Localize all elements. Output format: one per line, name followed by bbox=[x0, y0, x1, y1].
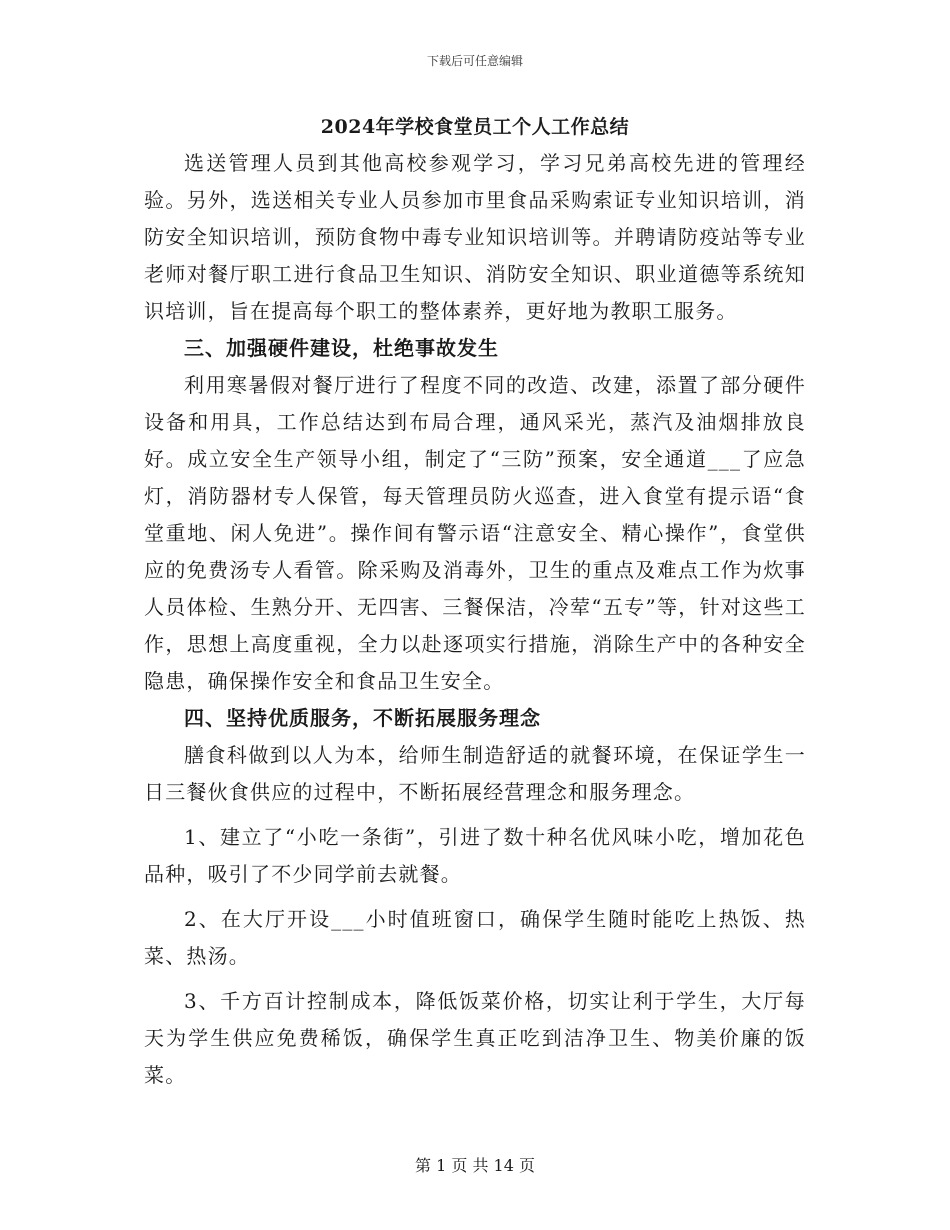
list-item: 2、在大厅开设___小时值班窗口，确保学生随时能吃上热饭、热菜、热汤。 bbox=[144, 907, 806, 968]
section-heading: 三、加强硬件建设，杜绝事故发生 bbox=[184, 336, 499, 360]
section-heading: 四、坚持优质服务，不断拓展服务理念 bbox=[184, 706, 541, 730]
body-paragraph: 膳食科做到以人为本，给师生制造舒适的就餐环境，在保证学生一日三餐伙食供应的过程中，不断拓展经营理念和服务理念。 bbox=[144, 743, 806, 804]
document-body bbox=[144, 145, 806, 1094]
page-number: 第 1 页 共 14 页 bbox=[415, 1156, 535, 1175]
list-item: 3、千方百计控制成本，降低饭菜价格，切实让利于学生，大厅每天为学生供应免费稀饭，确保学生真正吃到洁净卫生、物美价廉的饭菜。 bbox=[144, 989, 806, 1087]
document-title: 2024年学校食堂员工个人工作总结 bbox=[320, 116, 630, 138]
body-paragraph: 选送管理人员到其他高校参观学习，学习兄弟高校先进的管理经验。另外，选送相关专业人员参加市里食品采购索证专业知识培训，消防安全知识培训，预防食物中毒专业知识培训等。并聘请防疫站等专业老师对餐厅职工进行食品卫生知识、消防安全知识、职业道德等系统知识培训，旨在提高每个职工的整体素养，更好地为教职工服务。 bbox=[144, 151, 806, 323]
body-paragraph: 利用寒暑假对餐厅进行了程度不同的改造、改建，添置了部分硬件设备和用具，工作总结达到布局合理，通风采光，蒸汽及油烟排放良好。成立安全生产领导小组，制定了“三防”预案，安全通道___了应急灯，消防器材专人保管，每天管理员防火巡查，进入食堂有提示语“食堂重地、闲人免进”。操作间有警示语“注意安全、精心操作”，食堂供应的免费汤专人看管。除采购及消毒外，卫生的重点及难点工作为炊事人员体检、生熟分开、无四害、三餐保洁，冷荤“五专”等，针对这些工作，思想上高度重视，全力以赴逐项实行措施，消除生产中的各种安全隐患，确保操作安全和食品卫生安全。 bbox=[144, 373, 806, 693]
list-item: 1、建立了“小吃一条街”，引进了数十种名优风味小吃，增加花色品种，吸引了不少同学前去就餐。 bbox=[144, 825, 806, 886]
page-header-note: 下载后可任意编辑 bbox=[426, 54, 523, 68]
